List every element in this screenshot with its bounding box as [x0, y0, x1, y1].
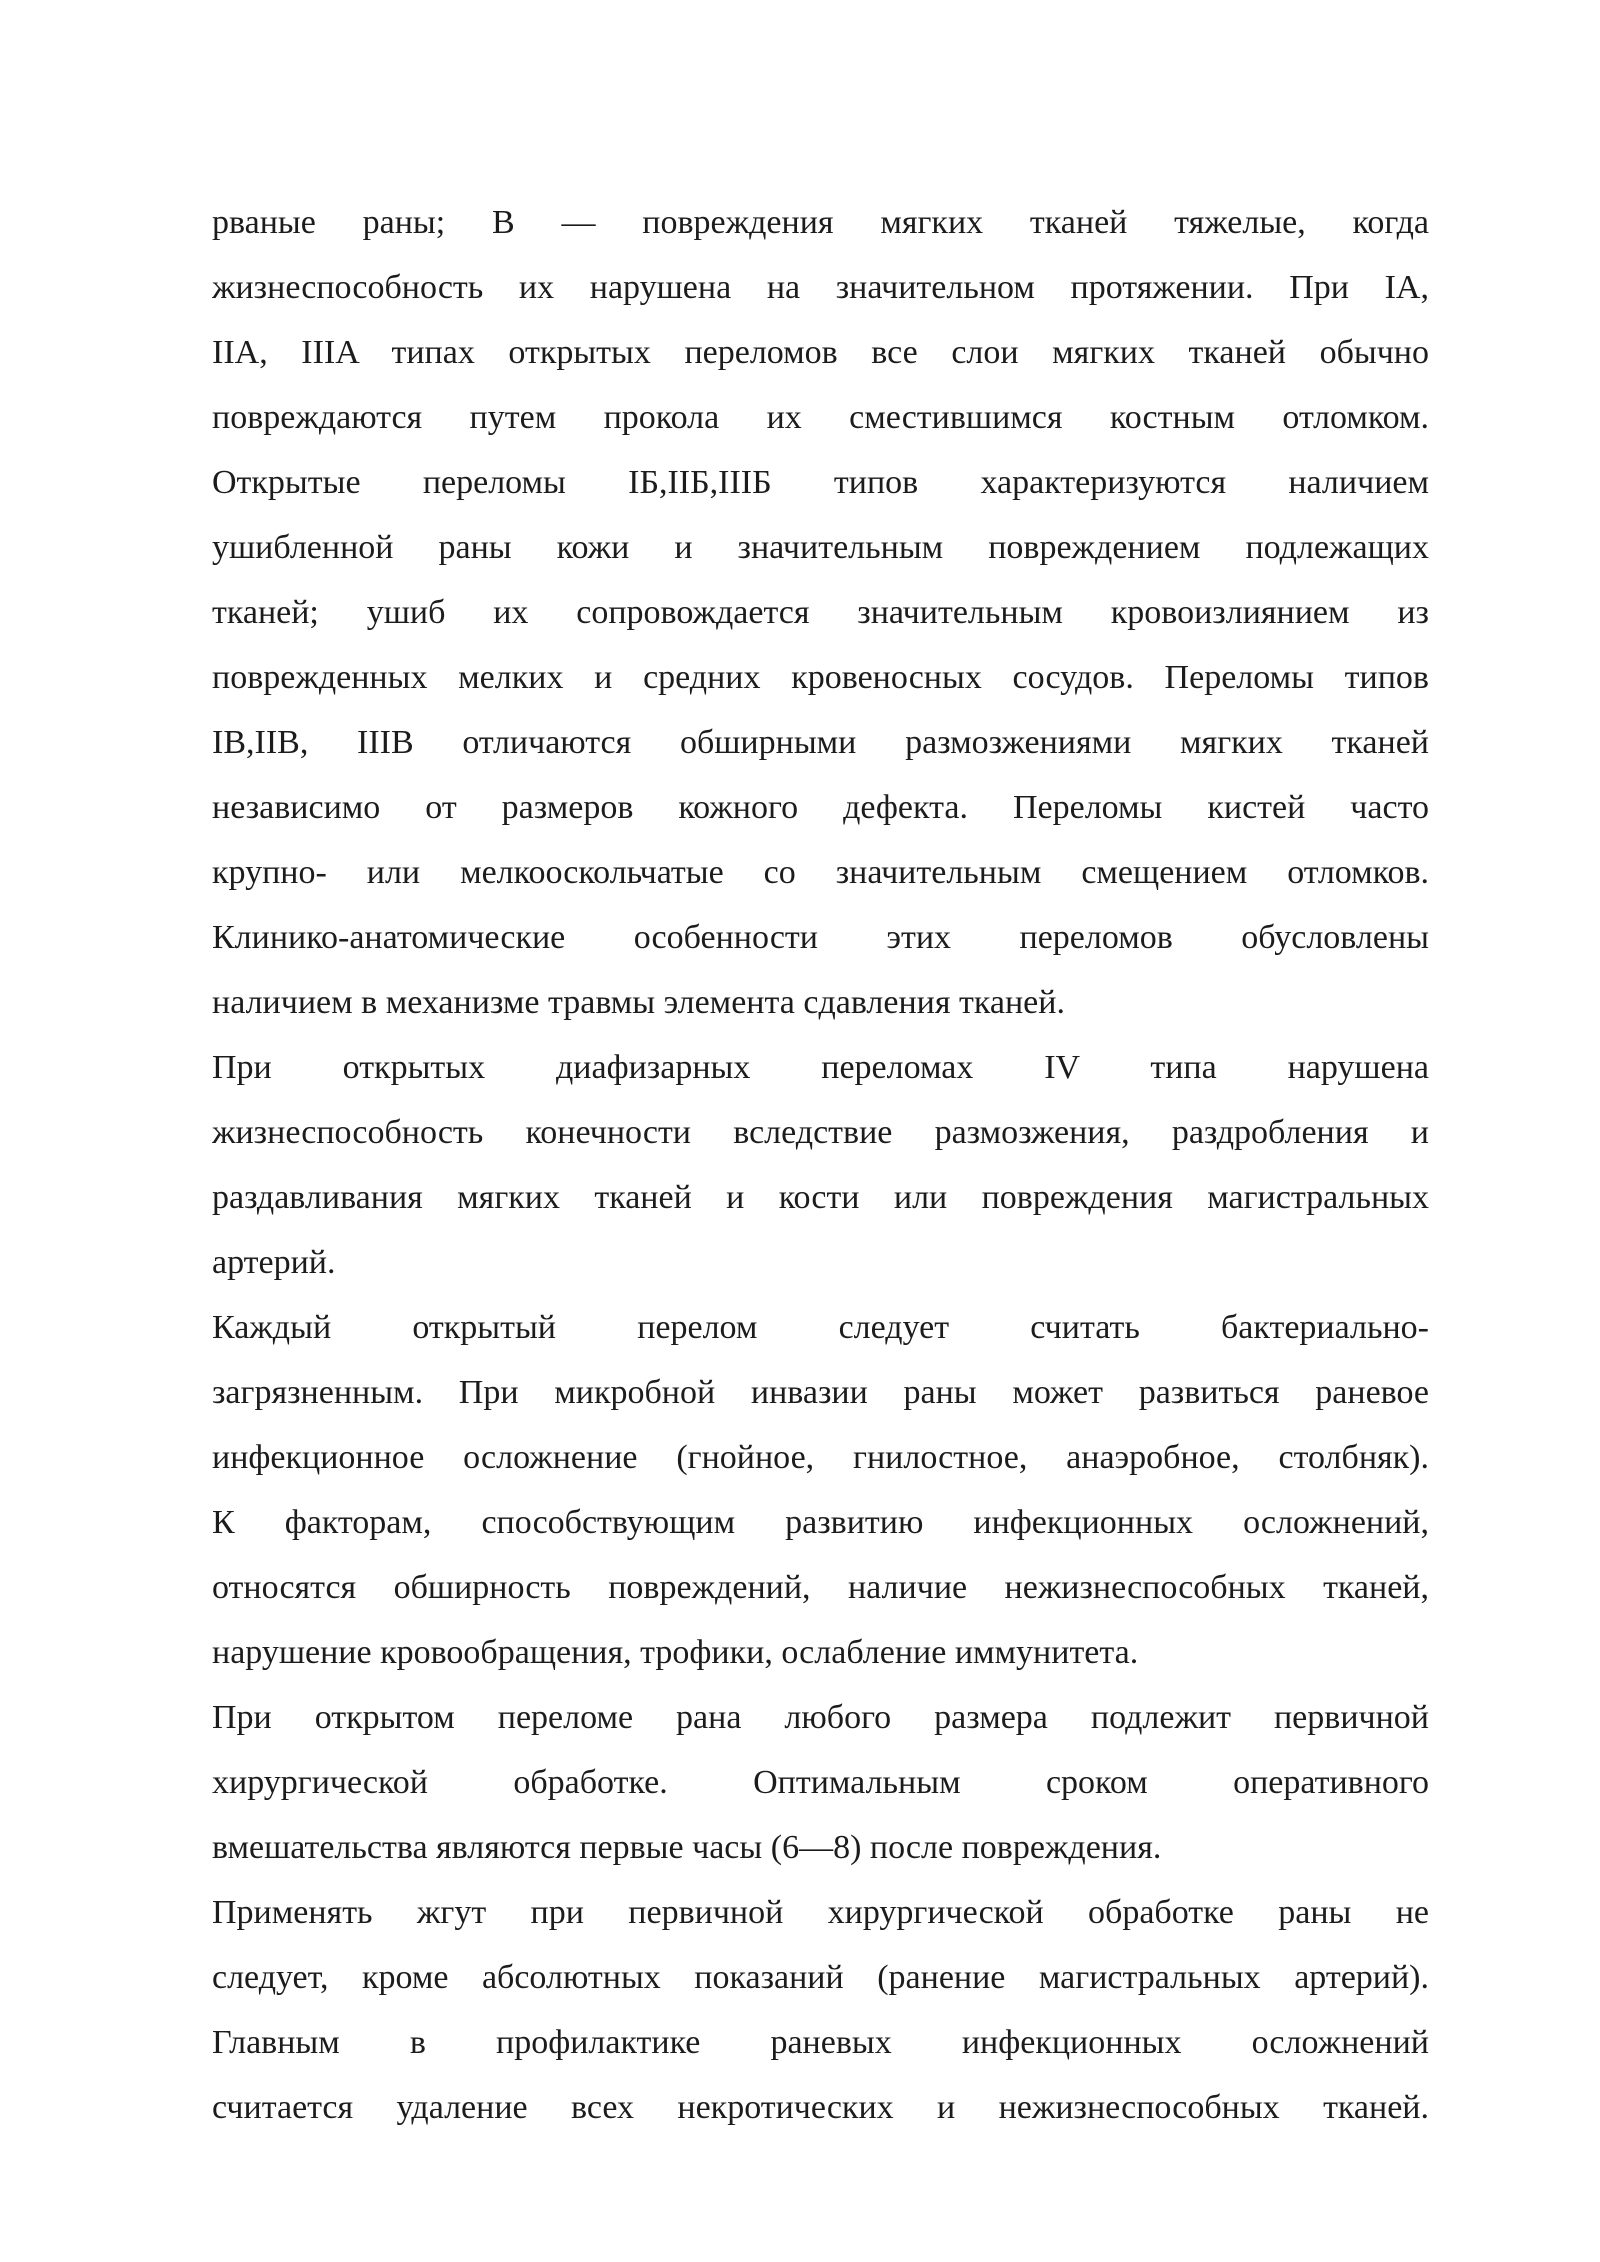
text-line: загрязненным. При микробной инвазии раны может развиться раневое [212, 1374, 1429, 1411]
text-line: Главным в профилактике раневых инфекционных осложнений [212, 2024, 1429, 2061]
text-line: инфекционное осложнение (гнойное, гнилостное, анаэробное, столбняк). [212, 1439, 1429, 1476]
body-text [212, 190, 1429, 2140]
text-line: поврежденных мелких и средних кровеносных сосудов. Переломы типов [212, 659, 1429, 696]
text-line: нарушение кровообращения, трофики, ослабление иммунитета. [212, 1634, 1139, 1671]
text-line: тканей; ушиб их сопровождается значительным кровоизлиянием из [212, 594, 1429, 631]
text-line: Открытые переломы IБ,IIБ,IIIБ типов характеризуются наличием [212, 464, 1429, 501]
text-line: При открытых диафизарных переломах IV типа нарушена [212, 1049, 1429, 1086]
text-line: вмешательства являются первые часы (6—8) после повреждения. [212, 1829, 1162, 1866]
text-line: следует, кроме абсолютных показаний (ранение магистральных артерий). [212, 1959, 1429, 1996]
text-line: К факторам, способствующим развитию инфекционных осложнений, [212, 1504, 1429, 1541]
text-line: Каждый открытый перелом следует считать бактериально- [212, 1309, 1429, 1346]
text-line: относятся обширность повреждений, наличие нежизнеспособных тканей, [212, 1569, 1429, 1606]
text-line: При открытом переломе рана любого размера подлежит первичной [212, 1699, 1429, 1736]
text-line: IIA, IIIA типах открытых переломов все слои мягких тканей обычно [212, 334, 1429, 371]
text-line: независимо от размеров кожного дефекта. Переломы кистей часто [212, 789, 1429, 826]
text-line: Применять жгут при первичной хирургической обработке раны не [212, 1894, 1429, 1931]
text-line: IB,IIB, IIIB отличаются обширными размозжениями мягких тканей [212, 724, 1429, 761]
text-line: хирургической обработке. Оптимальным сроком оперативного [212, 1764, 1429, 1801]
text-line: ушибленной раны кожи и значительным повреждением подлежащих [212, 529, 1429, 566]
text-line: рваные раны; В — повреждения мягких тканей тяжелые, когда [212, 204, 1429, 241]
text-line: повреждаются путем прокола их сместившимся костным отломком. [212, 399, 1429, 436]
text-line: артерий. [212, 1244, 336, 1281]
text-line: крупно- или мелкооскольчатые со значительным смещением отломков. [212, 854, 1429, 891]
text-line: Клинико-анатомические особенности этих переломов обусловлены [212, 919, 1429, 956]
text-line: раздавливания мягких тканей и кости или повреждения магистральных [212, 1179, 1429, 1216]
text-line: наличием в механизме травмы элемента сдавления тканей. [212, 984, 1065, 1021]
text-line: считается удаление всех некротических и нежизнеспособных тканей. [212, 2089, 1429, 2126]
text-line: жизнеспособность конечности вследствие размозжения, раздробления и [212, 1114, 1429, 1151]
text-line: жизнеспособность их нарушена на значительном протяжении. При IA, [212, 269, 1429, 306]
